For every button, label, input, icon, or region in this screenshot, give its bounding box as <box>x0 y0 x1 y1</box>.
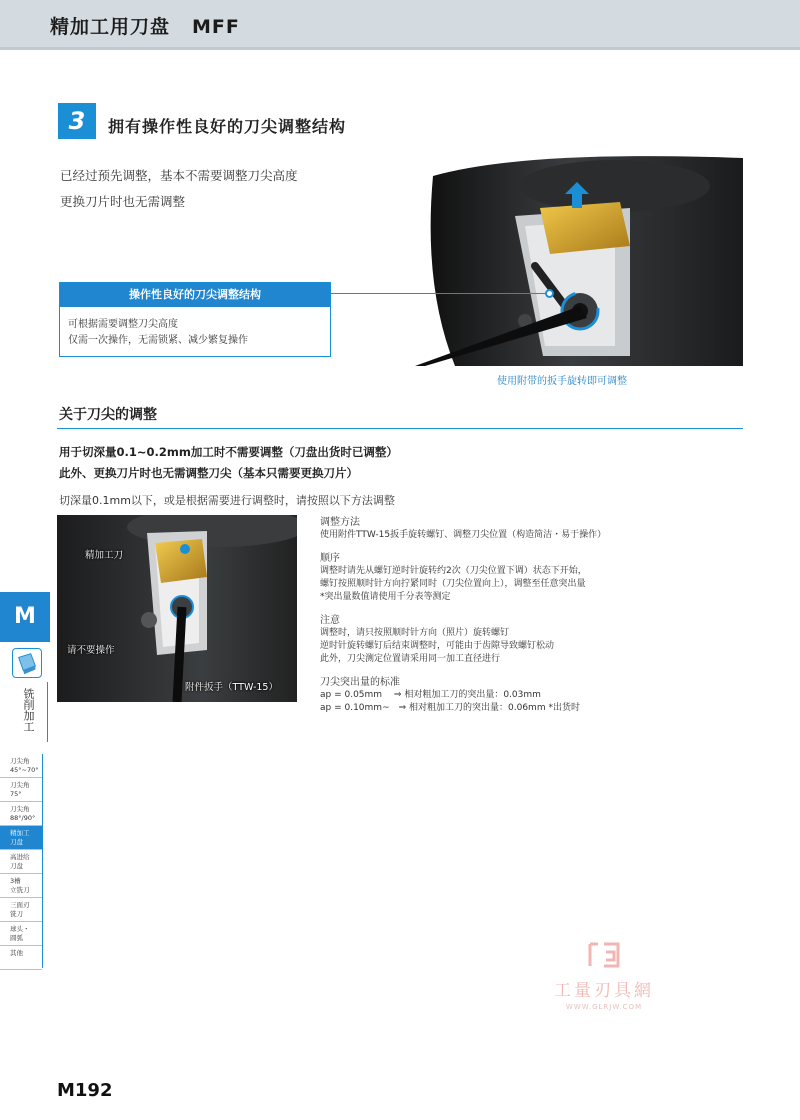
side-index-item-0[interactable]: 刀尖角 45°~70° <box>0 754 42 778</box>
milling-insert-icon <box>12 648 42 678</box>
callout-box <box>59 282 331 357</box>
callout-body <box>60 307 330 349</box>
page-header <box>0 0 800 50</box>
chapter-tab-m[interactable]: M <box>0 592 50 642</box>
adjustment-photo-image <box>57 515 297 702</box>
side-index-item-6[interactable]: 三面刃 铣刀 <box>0 898 42 922</box>
adjust-note: 切深量0.1mm以下，或是根据需要进行调整时，请按照以下方法调整 <box>59 494 395 507</box>
adjust-heading-rule <box>57 428 743 429</box>
steps-caution-line-2: 逆时针旋转螺钉后结束调整时，可能由于齿隙导致螺钉松动 <box>320 641 555 651</box>
steps-standard-heading: 刀尖突出量的标准 <box>320 677 400 688</box>
steps-order-line-2: 螺钉按照顺时针方向拧紧同时（刀尖位置向上），调整至任意突出量 <box>320 579 586 589</box>
adjustment-photo <box>57 515 297 702</box>
section-number-badge: 3 <box>58 103 96 139</box>
intro-line-2: 更换刀片时也无需调整 <box>60 194 186 209</box>
watermark-url: WWW.GLRJW.COM <box>565 1003 643 1011</box>
steps-order-heading: 顺序 <box>320 553 340 564</box>
side-index-item-5[interactable]: 3槽 立铣刀 <box>0 874 42 898</box>
steps-caution-line-3: 此外，刀尖测定位置请采用同一加工直径进行 <box>320 654 501 664</box>
hero-caption: 使用附带的扳手旋转即可调整 <box>497 376 627 387</box>
section-title: 拥有操作性良好的刀尖调整结构 <box>108 117 347 136</box>
steps-standard-line-2: ap = 0.10mm~ ⇒ 相对粗加工刀的突出量：0.06mm *出货时 <box>320 703 580 713</box>
callout-header: 操作性良好的刀尖调整结构 <box>60 283 330 307</box>
cutter-closeup-image <box>415 156 743 366</box>
steps-caution-line-1: 调整时，请只按照顺时针方向（照片）旋转螺钉 <box>320 628 510 638</box>
chapter-vertical-label: 铣削加工 <box>22 688 35 732</box>
side-index-rule <box>42 754 43 968</box>
header-title-text: 精加工用刀盘 <box>50 16 171 38</box>
side-index-item-8[interactable]: 其他 <box>0 946 42 970</box>
header-stripe <box>0 47 800 50</box>
steps-order-line-3: *突出量数值请使用千分表等测定 <box>320 592 451 602</box>
side-index-item-7[interactable]: 球头・ 圆弧 <box>0 922 42 946</box>
steps-standard-line-1: ap = 0.05mm ⇒ 相对粗加工刀的突出量：0.03mm <box>320 690 541 700</box>
header-code: MFF <box>192 16 240 38</box>
side-index <box>0 754 42 970</box>
watermark <box>534 940 674 1011</box>
steps-standard <box>320 676 740 715</box>
label-accessory-wrench: 附件扳手（TTW-15） <box>185 682 278 693</box>
intro-line-1: 已经过预先调整，基本不需要调整刀尖高度 <box>60 168 298 183</box>
adjust-steps <box>320 516 740 725</box>
callout-line-1: 可根据需要调整刀尖高度 <box>68 319 178 330</box>
side-index-item-1[interactable]: 刀尖角 75° <box>0 778 42 802</box>
chapter-vertical-rule <box>47 682 48 742</box>
callout-line-2: 仅需一次操作，无需锁紧、减少繁复操作 <box>68 335 248 346</box>
side-index-item-2[interactable]: 刀尖角 88°/90° <box>0 802 42 826</box>
adjust-heading: 关于刀尖的调整 <box>59 407 157 423</box>
steps-caution <box>320 614 740 666</box>
side-index-item-3-active[interactable]: 精加工 刀盘 <box>0 826 42 850</box>
steps-method-heading: 调整方法 <box>320 517 360 528</box>
adjust-bold-text <box>59 442 398 484</box>
steps-caution-heading: 注意 <box>320 615 340 626</box>
steps-method-line-1: 使用附件TTW-15扳手旋转螺钉、调整刀尖位置（构造简洁・易于操作） <box>320 530 607 540</box>
callout-leader-line <box>331 293 549 294</box>
steps-order-line-1: 调整时请先从螺钉逆时针旋转约2次（刀尖位置下调）状态下开始， <box>320 566 587 576</box>
adjust-bold-line-2: 此外、更换刀片时也无需调整刀尖（基本只需要更换刀片） <box>59 466 358 480</box>
adjust-bold-line-1: 用于切深量0.1~0.2mm加工时不需要调整（刀盘出货时已调整） <box>59 445 398 459</box>
header-title <box>50 12 240 39</box>
callout-leader-dot <box>545 289 554 298</box>
intro-text <box>60 163 298 215</box>
steps-method <box>320 516 740 542</box>
label-finishing-insert: 精加工刀 <box>85 550 124 561</box>
watermark-logo-icon <box>534 940 674 976</box>
side-index-item-4[interactable]: 高进给 刀盘 <box>0 850 42 874</box>
steps-order <box>320 552 740 604</box>
page-number: M192 <box>57 1080 113 1101</box>
watermark-name: 工量刃具網 <box>554 981 654 1001</box>
label-do-not-operate: 请不要操作 <box>67 645 115 656</box>
